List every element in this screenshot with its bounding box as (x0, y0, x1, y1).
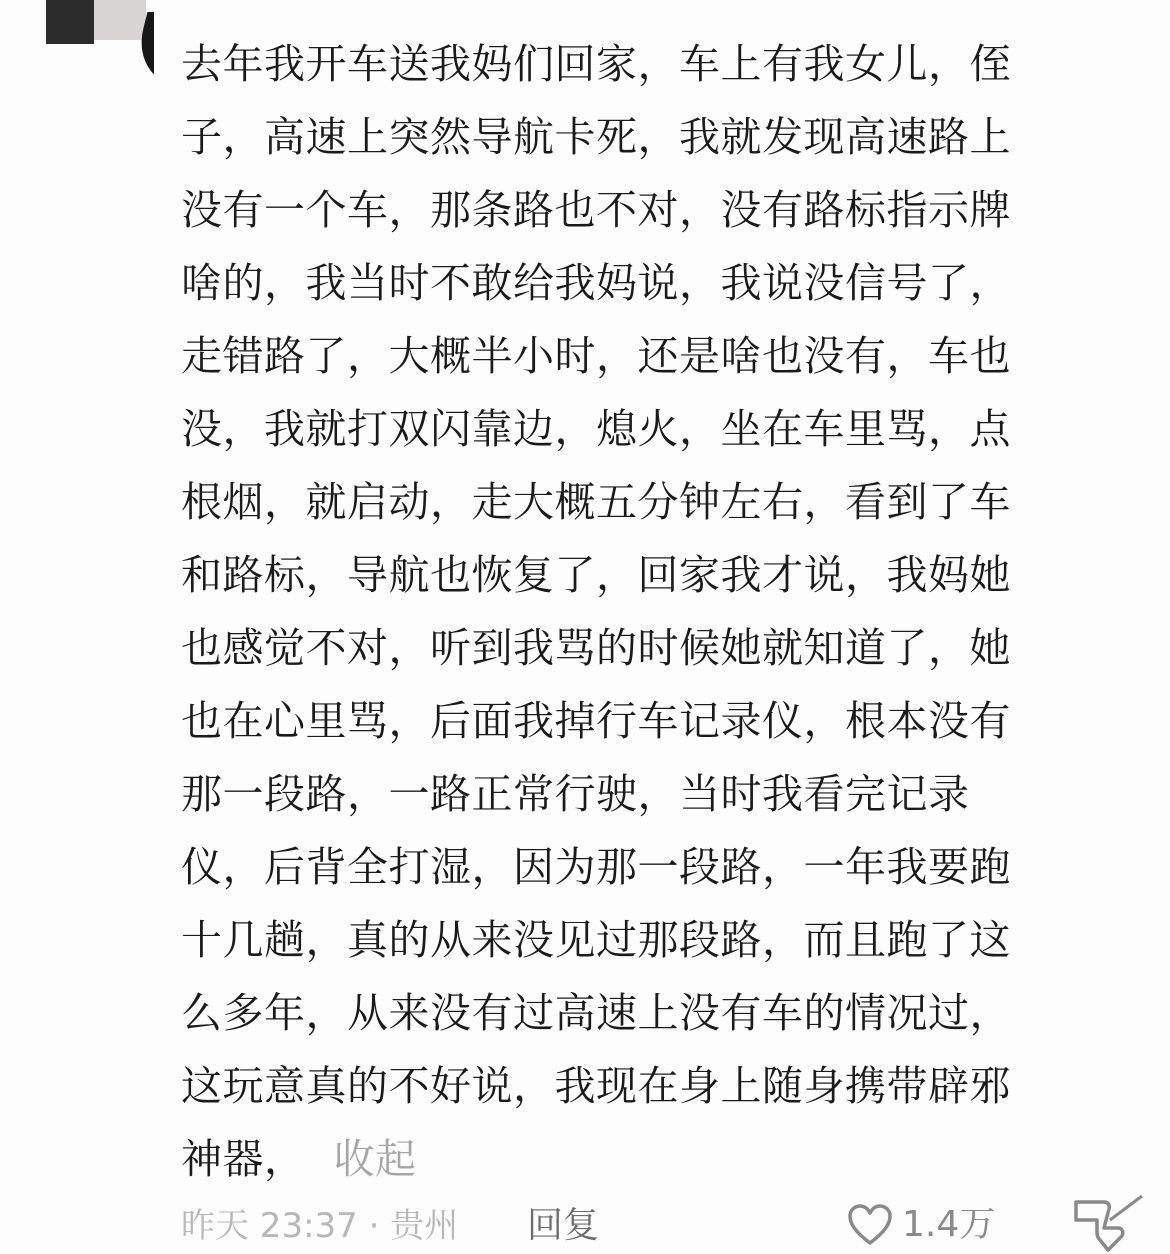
avatar[interactable] (46, 0, 154, 86)
comment-line: 子，高速上突然导航卡死，我就发现高速路上 (181, 113, 1011, 161)
comment-line: 没，我就打双闪靠边，熄火，坐在车里骂，点 (181, 405, 1011, 453)
comment-line: 也感觉不对，听到我骂的时候她就知道了，她 (181, 624, 1011, 672)
thumbs-down-icon (1064, 1192, 1144, 1254)
comment-timestamp-location: 昨天 23:37 · 贵州 (181, 1206, 459, 1246)
heart-icon (846, 1203, 894, 1247)
comment-line-end: 神器， (181, 1135, 306, 1183)
avatar-block-dark (46, 0, 94, 44)
comment-line: 和路标，导航也恢复了，回家我才说，我妈她 (181, 551, 1011, 599)
comment-line: 没有一个车，那条路也不对，没有路标指示牌 (181, 186, 1011, 234)
comment-line: 走错路了，大概半小时，还是啥也没有，车也 (181, 332, 1011, 380)
comment-line: 这玩意真的不好说，我现在身上随身携带辟邪 (181, 1062, 1011, 1110)
dislike-button[interactable] (1064, 1192, 1144, 1254)
comment-line: 去年我开车送我妈们回家，车上有我女儿，侄 (181, 40, 1011, 88)
comment-line: 那一段路，一路正常行驶，当时我看完记录 (181, 770, 970, 818)
avatar-block-light (94, 0, 146, 40)
comment-line: 啥的，我当时不敢给我妈说，我说没信号了， (181, 259, 1011, 307)
collapse-link[interactable]: 收起 (333, 1135, 417, 1183)
comment-line: 也在心里骂，后面我掉行车记录仪，根本没有 (181, 697, 1011, 745)
comment-line: 十几趟，真的从来没见过那段路，而且跑了这 (181, 916, 1011, 964)
comment-last-line (181, 1123, 1091, 1196)
reply-button[interactable]: 回复 (527, 1205, 600, 1246)
comment-body (181, 28, 1091, 1196)
comment-line: 根烟，就启动，走大概五分钟左右，看到了车 (181, 478, 1011, 526)
like-count: 1.4万 (902, 1204, 996, 1245)
like-button[interactable] (846, 1196, 995, 1254)
comment-line: 么多年，从来没有过高速上没有车的情况过， (181, 989, 1011, 1037)
comment-line: 仪，后背全打湿，因为那一段路，一年我要跑 (181, 843, 1011, 891)
